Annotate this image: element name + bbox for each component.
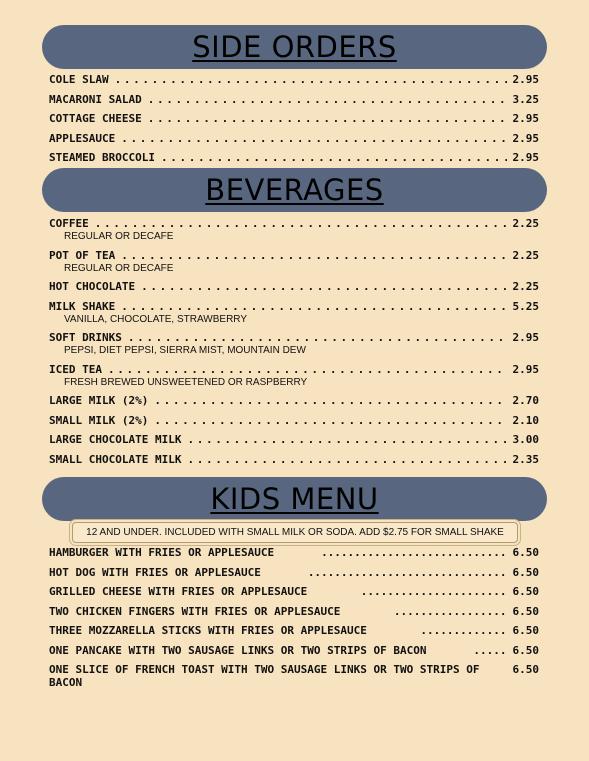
- kids-menu-note-text: 12 AND UNDER. INCLUDED WITH SMALL MILK OR SODA. ADD $2.75 FOR SMALL SHAKE: [86, 527, 504, 538]
- list-item: ONE SLICE OF FRENCH TOAST WITH TWO SAUSAGE LINKS OR TWO STRIPS OF BACON 6.50: [49, 663, 539, 689]
- list-item: POT OF TEA . . . 2.25 REGULAR OR DECAFE: [49, 249, 539, 275]
- item-description: REGULAR OR DECAFE: [64, 262, 174, 274]
- list-item: LARGE CHOCOLATE MILK . . . 3.00: [49, 433, 539, 447]
- kids-menu-title: KIDS MENU: [210, 481, 379, 516]
- beverages-title: BEVERAGES: [205, 172, 384, 207]
- list-item: TWO CHICKEN FINGERS WITH FRIES OR APPLESAUCE ................. 6.50: [49, 604, 539, 618]
- list-item: COTTAGE CHEESE . . . 2.95: [49, 112, 539, 126]
- item-description: FRESH BREWED UNSWEETENED OR RASPBERRY: [64, 376, 308, 388]
- side-orders-banner: [42, 25, 547, 69]
- kids-menu-banner: [42, 477, 547, 521]
- list-item: ICED TEA . . . 2.95 FRESH BREWED UNSWEETENED OR RASPBERRY: [49, 363, 539, 389]
- kids-menu-list: [49, 546, 539, 696]
- list-item: SMALL CHOCOLATE MILK . . . 2.35: [49, 453, 539, 467]
- item-description: REGULAR OR DECAFE: [64, 231, 174, 242]
- list-item: HAMBURGER WITH FRIES OR APPLESAUCE ............................ 6.50: [49, 546, 539, 559]
- list-item: HOT CHOCOLATE . . . 2.25: [49, 280, 539, 294]
- beverages-list: [49, 217, 539, 472]
- side-orders-title: SIDE ORDERS: [192, 29, 397, 64]
- beverages-banner: [42, 168, 547, 212]
- list-item: GRILLED CHEESE WITH FRIES OR APPLESAUCE ...................... 6.50: [49, 585, 539, 598]
- list-item: SOFT DRINKS . . . 2.95 PEPSI, DIET PEPSI, SIERRA MIST, MOUNTAIN DEW: [49, 331, 539, 357]
- list-item: MACARONI SALAD . . . 3.25: [49, 93, 539, 107]
- kids-menu-note: [72, 522, 518, 543]
- item-description: VANILLA, CHOCOLATE, STRAWBERRY: [64, 313, 248, 325]
- item-description: PEPSI, DIET PEPSI, SIERRA MIST, MOUNTAIN DEW: [64, 345, 306, 356]
- list-item: COLE SLAW . . . 2.95: [49, 73, 539, 87]
- list-item: COFFEE . . . 2.25 REGULAR OR DECAFE: [49, 217, 539, 243]
- list-item: STEAMED BROCCOLI . . . 2.95: [49, 151, 539, 165]
- list-item: LARGE MILK (2%) . . . 2.70: [49, 394, 539, 408]
- list-item: MILK SHAKE . . . 5.25 VANILLA, CHOCOLATE, STRAWBERRY: [49, 300, 539, 326]
- list-item: THREE MOZZARELLA STICKS WITH FRIES OR APPLESAUCE ............. 6.50: [49, 624, 539, 637]
- list-item: ONE PANCAKE WITH TWO SAUSAGE LINKS OR TWO STRIPS OF BACON ..... 6.50: [49, 643, 539, 657]
- list-item: APPLESAUCE . . . 2.95: [49, 132, 539, 146]
- list-item: HOT DOG WITH FRIES OR APPLESAUCE .............................. 6.50: [49, 565, 539, 579]
- side-orders-list: [49, 73, 539, 171]
- list-item: SMALL MILK (2%) . . . 2.10: [49, 414, 539, 428]
